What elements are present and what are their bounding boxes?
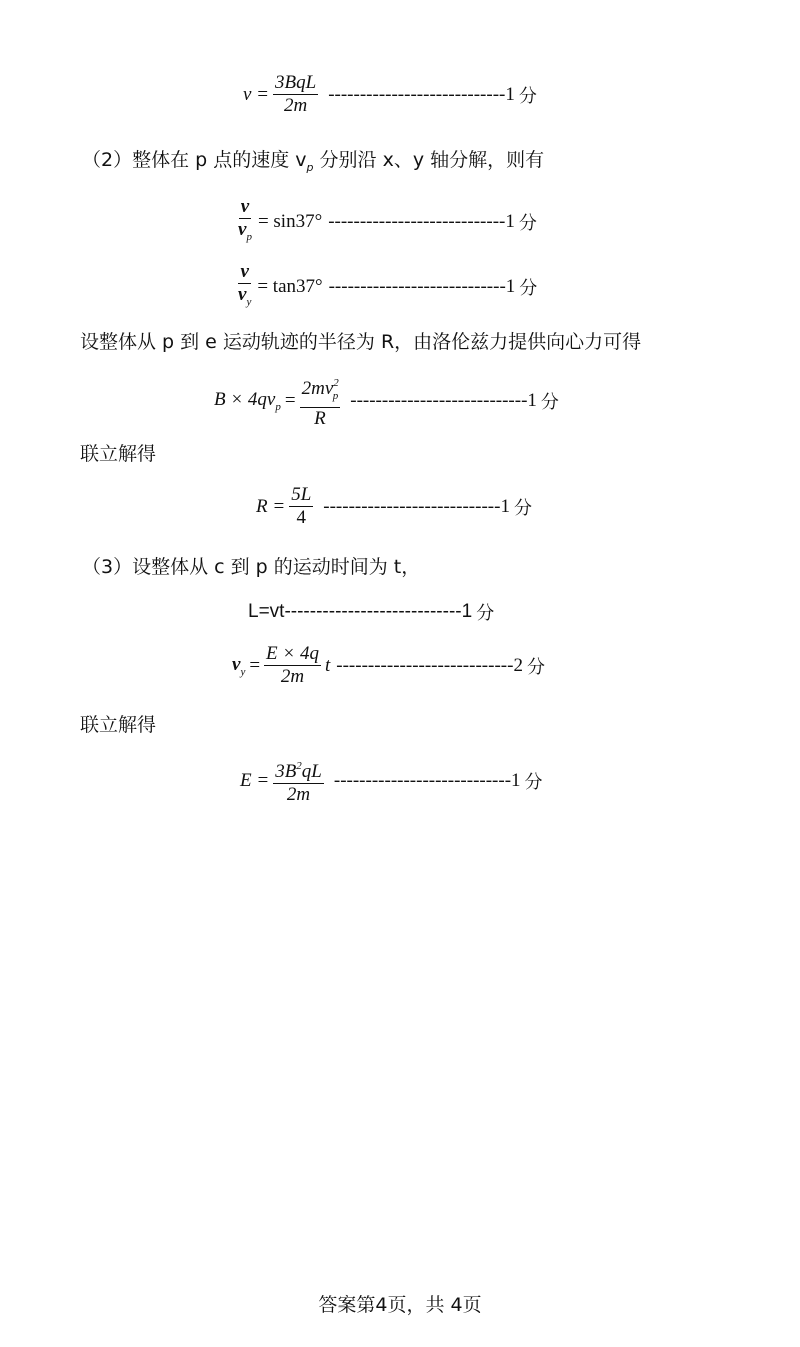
part2-text: 整体在 p 点的速度 v bbox=[132, 149, 307, 171]
eq-vy-points: 2 bbox=[513, 654, 523, 676]
eq-v-unit: 分 bbox=[518, 85, 537, 107]
eq-e-fraction bbox=[273, 755, 324, 806]
equation-e bbox=[240, 755, 543, 806]
equation-sin bbox=[232, 196, 537, 248]
solve-text-2: 联立解得 bbox=[80, 714, 157, 736]
eq-tan-points: 1 bbox=[505, 276, 516, 297]
eq-sin-dashes: ---------------------------- bbox=[328, 211, 506, 232]
part2-text2: 分别沿 x、y 轴分解，则有 bbox=[313, 149, 545, 171]
eq-tan-rhs: = tan37° bbox=[257, 276, 323, 297]
eq-lorentz-fraction bbox=[300, 372, 341, 430]
eq-sin-rhs: = sin37° bbox=[257, 211, 323, 232]
equation-l bbox=[248, 599, 494, 625]
eq-tan-unit: 分 bbox=[519, 278, 538, 299]
eq-lorentz-denominator: R bbox=[314, 408, 326, 429]
eq-vy-denominator: 2m bbox=[280, 666, 305, 687]
eq-lorentz-numerator: $2mv^2_p$ bbox=[300, 372, 341, 408]
eq-sin-denominator: $v_p$ bbox=[238, 219, 252, 243]
eq-e-unit: 分 bbox=[524, 771, 543, 793]
eq-vy-tail: t bbox=[324, 654, 331, 676]
equation-vy bbox=[232, 643, 545, 688]
part2-intro bbox=[82, 148, 544, 180]
eq-sin-points: 1 bbox=[505, 211, 515, 232]
eq-sin-numerator: v bbox=[240, 196, 250, 217]
eq-v-denominator: 2m bbox=[283, 95, 308, 116]
eq-vy-equals: = bbox=[249, 654, 261, 676]
eq-v-dashes: ---------------------------- bbox=[328, 83, 506, 105]
eq-l-unit: 分 bbox=[476, 603, 495, 624]
eq-e-dashes: ---------------------------- bbox=[333, 769, 512, 791]
radius-text: 设整体从 p 到 e 运动轨迹的半径为 R，由洛伦兹力提供向心力可得 bbox=[80, 331, 642, 353]
eq-lorentz-dashes: ---------------------------- bbox=[350, 390, 528, 411]
eq-r-fraction bbox=[289, 484, 313, 529]
equation-v bbox=[243, 72, 537, 117]
eq-lorentz-equals: = bbox=[284, 390, 296, 411]
eq-vy-fraction bbox=[264, 643, 321, 688]
eq-v-lhs: v = bbox=[243, 83, 270, 105]
eq-r-points: 1 bbox=[500, 495, 510, 517]
eq-e-points: 1 bbox=[511, 769, 521, 791]
equation-lorentz bbox=[214, 372, 559, 430]
eq-tan-dashes: ---------------------------- bbox=[328, 276, 506, 297]
eq-r-dashes: ---------------------------- bbox=[323, 495, 501, 517]
equation-tan bbox=[232, 261, 537, 313]
eq-vy-dashes: ---------------------------- bbox=[336, 654, 514, 676]
eq-l-points: 1 bbox=[461, 601, 473, 622]
part2-label: （2） bbox=[82, 149, 133, 171]
eq-v-points: 1 bbox=[505, 83, 515, 105]
page-footer: 答案第4页，共 4页 bbox=[318, 1294, 482, 1316]
solve-text-1: 联立解得 bbox=[80, 443, 157, 465]
eq-l-dashes: ---------------------------- bbox=[284, 601, 462, 622]
part3-text: 设整体从 c 到 p 的运动时间为 t， bbox=[132, 556, 421, 578]
eq-v-fraction bbox=[273, 72, 318, 117]
eq-lorentz-points: 1 bbox=[527, 390, 537, 411]
eq-sin-fraction bbox=[236, 196, 254, 248]
eq-r-lhs: R = bbox=[256, 495, 286, 517]
eq-tan-numerator: v bbox=[240, 261, 249, 282]
eq-r-unit: 分 bbox=[513, 497, 532, 519]
eq-e-denominator: 2m bbox=[286, 784, 311, 805]
part2-sub: p bbox=[306, 161, 314, 174]
eq-r-numerator: 5L bbox=[291, 484, 312, 505]
eq-r-denominator: 4 bbox=[296, 507, 306, 528]
eq-vy-unit: 分 bbox=[526, 656, 545, 678]
eq-v-numerator: 3BqL bbox=[275, 72, 317, 93]
eq-tan-fraction bbox=[236, 261, 253, 313]
eq-tan-denominator: $v_y$ bbox=[238, 284, 252, 308]
eq-sin-unit: 分 bbox=[518, 213, 537, 234]
eq-vy-numerator: E × 4q bbox=[266, 643, 319, 664]
eq-lorentz-lhs: $B \times 4qv_p$ bbox=[214, 389, 281, 413]
equation-r bbox=[256, 484, 532, 529]
eq-l-text: L=vt bbox=[248, 601, 285, 622]
eq-e-numerator: $3B^2qL$ bbox=[273, 755, 324, 784]
part3-label: （3） bbox=[82, 556, 133, 578]
part3-intro bbox=[82, 555, 420, 579]
eq-e-lhs: E = bbox=[240, 769, 270, 791]
eq-lorentz-unit: 分 bbox=[540, 392, 559, 413]
eq-vy-lhs: $v_y$ bbox=[232, 653, 246, 678]
